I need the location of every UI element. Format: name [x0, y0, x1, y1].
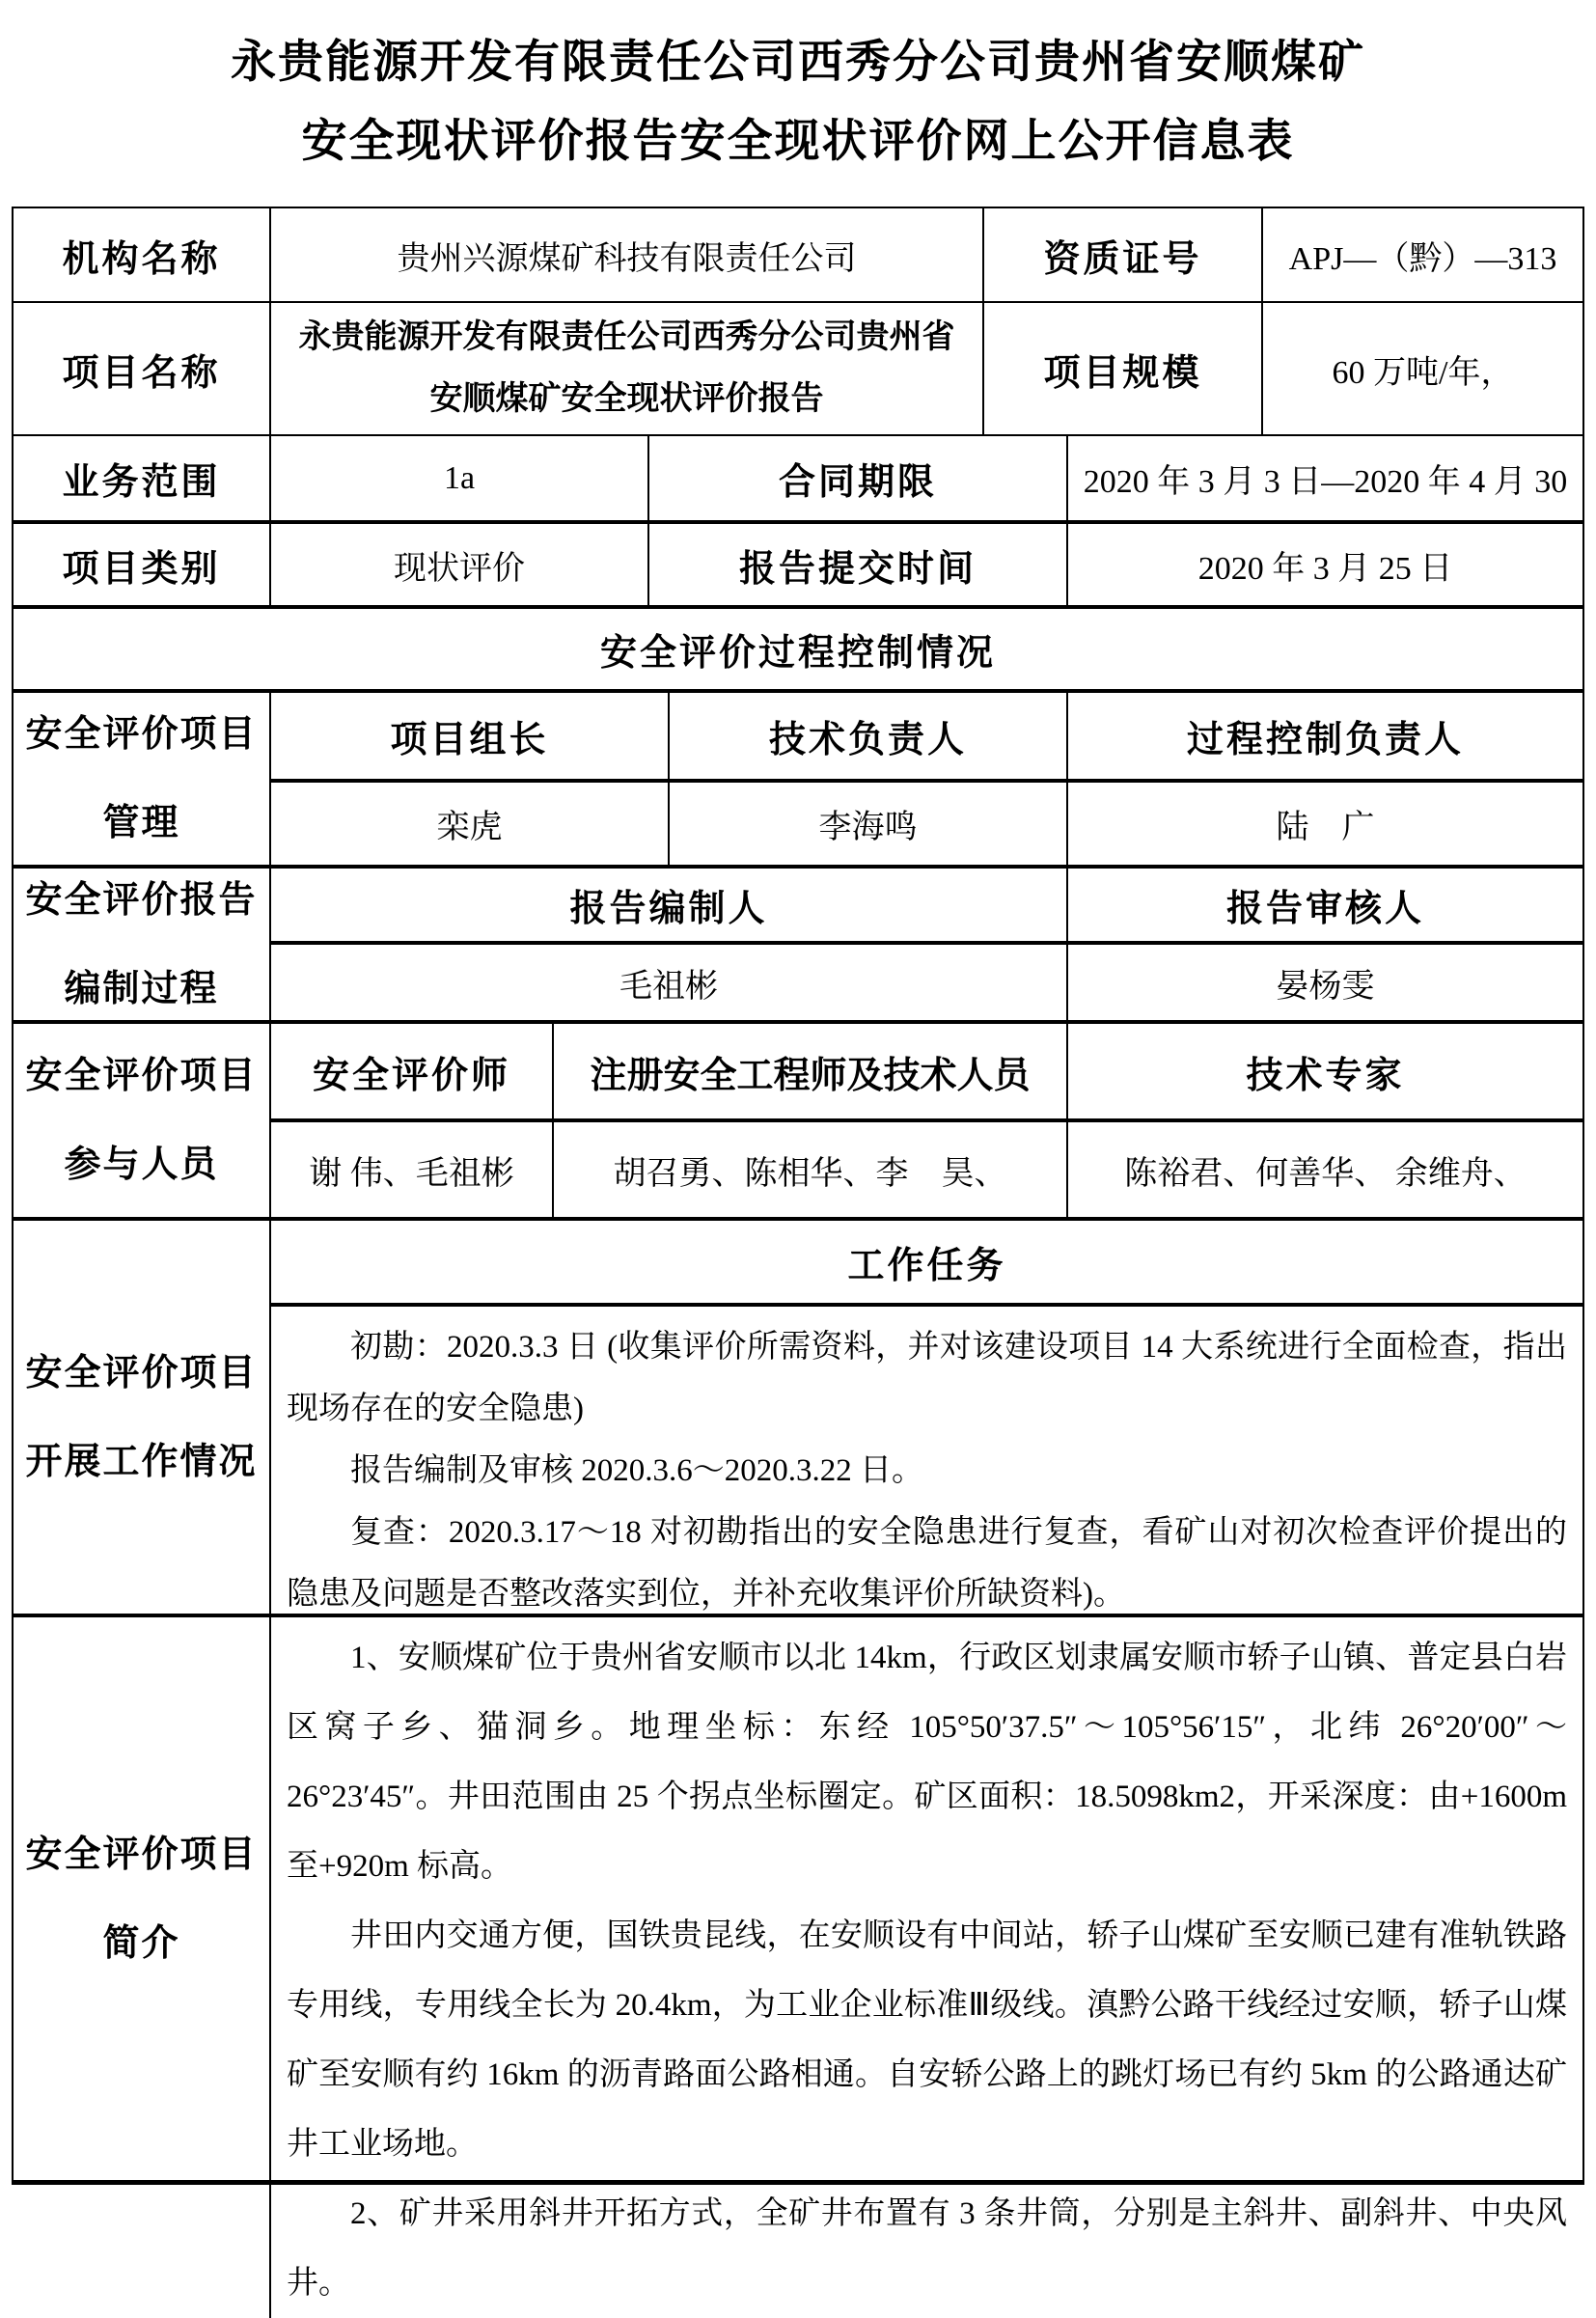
row-project-name	[14, 301, 1582, 434]
submit-value: 2020 年 3 月 25 日	[1066, 524, 1582, 605]
section-introduction	[14, 1614, 1582, 2301]
work-label-line1: 安全评价项目	[25, 1352, 258, 1394]
category-label: 项目类别	[62, 548, 221, 590]
participants-label-line1: 安全评价项目	[25, 1056, 258, 1096]
scale-label: 项目规模	[982, 303, 1261, 434]
management-col-process: 过程控制负责人	[1066, 693, 1582, 779]
participants-col-assessor: 安全评价师	[269, 1024, 552, 1118]
report-val-reviewer: 晏杨雯	[1066, 945, 1582, 1020]
section-work	[14, 1217, 1582, 1614]
management-val-leader: 栾虎	[269, 783, 668, 865]
participants-header-row	[269, 1024, 1582, 1118]
participants-value-row	[269, 1118, 1582, 1217]
intro-paragraph-2: 井田内交通方便，国铁贵昆线，在安顺设有中间站，轿子山煤矿至安顺已建有准轨铁路专用线，专用线全长为 20.4km，为工业企业标准Ⅲ级线。滇黔公路干线经过安顺，轿子山煤矿至安顺有约 16km 的沥青路面公路相通。自安轿公路上的跳灯场已有约 5km 的公路通达矿井工业场地。	[287, 1918, 1567, 2162]
management-val-tech: 李海鸣	[668, 783, 1066, 865]
project-value: 永贵能源开发有限责任公司西秀分公司贵州省安顺煤矿安全现状评价报告	[269, 303, 982, 434]
intro-label-line1: 安全评价项目	[25, 1834, 258, 1875]
title-line-2: 安全现状评价报告安全现状评价网上公开信息表	[301, 117, 1295, 167]
report-header-row	[269, 869, 1582, 941]
section-participants	[14, 1020, 1582, 1217]
title-line-1: 永贵能源开发有限责任公司西秀分公司贵州省安顺煤矿	[231, 38, 1365, 88]
report-col-reviewer: 报告审核人	[1066, 869, 1582, 941]
intro-label	[14, 1617, 269, 2180]
participants-val-assessor: 谢 伟、毛祖彬	[269, 1122, 552, 1217]
scale-value: 60 万吨/年，	[1261, 303, 1582, 434]
work-task-header: 工作任务	[269, 1221, 1582, 1303]
management-col-leader: 项目组长	[269, 693, 668, 779]
participants-val-experts: 陈裕君、何善华、 余维舟、	[1066, 1122, 1582, 1217]
project-label: 项目名称	[62, 352, 221, 394]
work-header-row	[269, 1221, 1582, 1303]
report-label-line2: 编制过程	[64, 968, 219, 1009]
submit-label: 报告提交时间	[647, 524, 1066, 605]
participants-col-experts: 技术专家	[1066, 1024, 1582, 1118]
section-report	[14, 865, 1582, 1020]
participants-label	[14, 1024, 269, 1217]
report-label-line1: 安全评价报告	[25, 879, 258, 921]
intro-paragraph-1: 1、安顺煤矿位于贵州省安顺市以北 14km，行政区划隶属安顺市轿子山镇、普定县白岩区窝子乡、猫洞乡。地理坐标：东经 105°50′37.5″～105°56′15″，北纬 26°20′00″～26°23′45″。井田范围由 25 个拐点坐标圈定。矿区面积：18.5098km2，开采深度：由+1600m至+920m 标高。	[287, 1641, 1567, 1884]
org-label: 机构名称	[62, 238, 221, 280]
section-management	[14, 689, 1582, 865]
intro-paragraph-3: 2、矿井采用斜井开拓方式，全矿井布置有 3 条井筒，分别是主斜井、副斜井、中央风井。	[287, 2196, 1567, 2301]
management-header-row	[269, 693, 1582, 779]
management-val-process: 陆 广	[1066, 783, 1582, 865]
scope-label: 业务范围	[62, 462, 221, 503]
work-paragraph-3: 复查：2020.3.17～18 对初勘指出的安全隐患进行复查，看矿山对初次检查评价提出的隐患及问题是否整改落实到位，并补充收集评价所缺资料)。	[287, 1515, 1567, 1612]
report-value-row	[269, 941, 1582, 1020]
management-value-row	[269, 779, 1582, 865]
participants-val-engineers: 胡召勇、陈相华、李 昊、	[552, 1122, 1066, 1217]
work-paragraphs	[269, 1307, 1582, 1614]
work-label	[14, 1221, 269, 1614]
report-label	[14, 869, 269, 1020]
cert-label: 资质证号	[982, 208, 1261, 301]
row-process-control-header	[14, 605, 1582, 689]
management-label-line2: 管理	[102, 803, 180, 843]
management-label-line1: 安全评价项目	[25, 714, 258, 755]
contract-label: 合同期限	[647, 436, 1066, 520]
category-value: 现状评价	[269, 524, 647, 605]
intro-paragraphs	[269, 1617, 1582, 2318]
intro-label-line2: 简介	[102, 1922, 180, 1964]
process-control-header: 安全评价过程控制情况	[599, 633, 996, 674]
contract-value: 2020 年 3 月 3 日—2020 年 4 月 30	[1066, 436, 1582, 520]
management-label	[14, 693, 269, 865]
row-organization	[14, 208, 1582, 301]
work-content-row	[269, 1303, 1582, 1614]
management-col-tech: 技术负责人	[668, 693, 1066, 779]
report-val-writer: 毛祖彬	[269, 945, 1066, 1020]
work-paragraph-1: 初勘：2020.3.3 日 (收集评价所需资料，并对该建设项目 14 大系统进行全面检查，指出现场存在的安全隐患)	[287, 1330, 1567, 1426]
report-col-writer: 报告编制人	[269, 869, 1066, 941]
document-title	[0, 0, 1596, 181]
org-value: 贵州兴源煤矿科技有限责任公司	[269, 208, 982, 301]
scope-value: 1a	[269, 436, 647, 520]
participants-col-engineers: 注册安全工程师及技术人员	[552, 1024, 1066, 1118]
work-label-line2: 开展工作情况	[25, 1441, 258, 1482]
row-business-scope	[14, 434, 1582, 520]
participants-label-line2: 参与人员	[64, 1145, 219, 1185]
row-project-category	[14, 520, 1582, 605]
work-paragraph-2: 报告编制及审核 2020.3.6～2020.3.22 日。	[350, 1453, 923, 1488]
cert-value: APJ—（黔）—313	[1261, 208, 1582, 301]
info-table	[12, 207, 1584, 2301]
